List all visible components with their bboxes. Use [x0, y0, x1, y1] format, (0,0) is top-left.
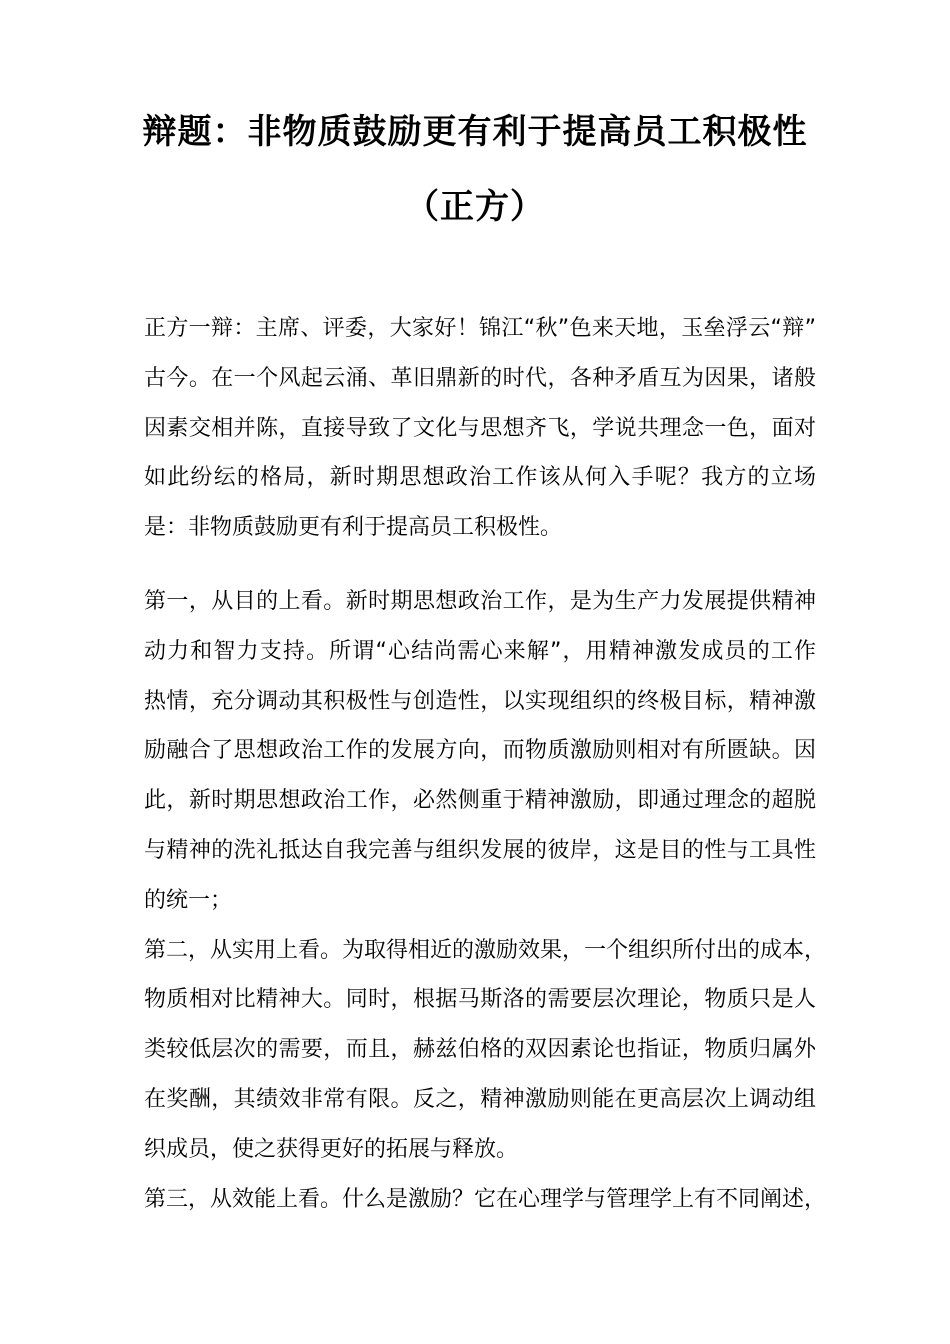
text-line: 与精神的洗礼抵达自我完善与组织发展的彼岸，这是目的性与工具性 [144, 837, 816, 863]
text-line: 励融合了思想政治工作的发展方向，而物质激励则相对有所匮缺。因 [144, 738, 816, 764]
text-line: 此，新时期思想政治工作，必然侧重于精神激励，即通过理念的超脱 [144, 788, 816, 814]
text-line: 动力和智力支持。所谓“心结尚需心来解”，用精神激发成员的工作 [144, 638, 816, 664]
paragraph-point-three [144, 1175, 827, 1225]
text-line: 热情，充分调动其积极性与创造性，以实现组织的终极目标，精神激 [144, 688, 816, 714]
text-line: 的统一； [144, 887, 233, 913]
document-body [144, 304, 827, 1224]
text-line: 如此纷纭的格局，新时期思想政治工作该从何入手呢？我方的立场 [144, 465, 816, 491]
paragraph-point-one [144, 577, 816, 926]
text-line: 古今。在一个风起云涌、革旧鼎新的时代，各种矛盾互为因果，诸般 [144, 365, 816, 391]
paragraph-gap [144, 553, 816, 577]
text-line: 类较低层次的需要，而且，赫兹伯格的双因素论也指证，物质归属外 [144, 1037, 816, 1063]
text-line: 第一，从目的上看。新时期思想政治工作，是为生产力发展提供精神 [144, 588, 816, 614]
text-line: 第二，从实用上看。为取得相近的激励效果，一个组织所付出的成本， [144, 937, 827, 963]
document-title: 辩题：非物质鼓励更有利于提高员工积极性 [142, 112, 808, 152]
document-subtitle: （正方） [405, 187, 545, 227]
text-line: 正方一辩：主席、评委，大家好！锦江“秋”色来天地，玉垒浮云“辩” [144, 316, 816, 341]
paragraph-opening [144, 304, 816, 553]
paragraph-point-two [144, 926, 827, 1175]
text-line: 织成员，使之获得更好的拓展与释放。 [144, 1136, 519, 1162]
text-line: 第三，从效能上看。什么是激励？它在心理学与管理学上有不同阐述， [144, 1186, 827, 1212]
text-line: 物质相对比精神大。同时，根据马斯洛的需要层次理论，物质只是人 [144, 987, 816, 1013]
text-line: 在奖酬，其绩效非常有限。反之，精神激励则能在更高层次上调动组 [144, 1086, 816, 1112]
text-line: 是：非物质鼓励更有利于提高员工积极性。 [144, 515, 563, 541]
text-line: 因素交相并陈，直接导致了文化与思想齐飞，学说共理念一色，面对 [144, 415, 816, 441]
